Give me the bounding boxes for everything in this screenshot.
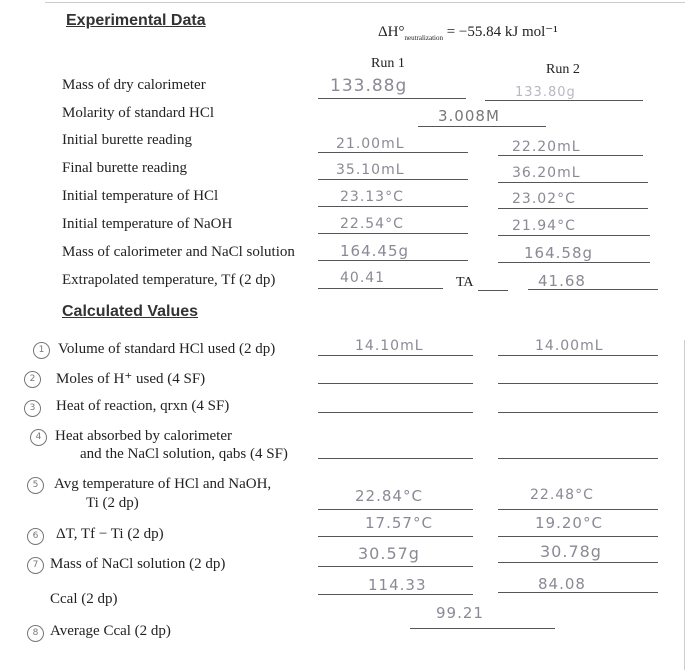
calc-label-avg-temp: Avg temperature of HCl and NaOH, [54, 476, 272, 492]
calc-label-moles-h: Moles of H⁺ used (4 SF) [56, 371, 206, 387]
step-number-1: 1 [33, 342, 50, 359]
run2-final-burette: 36.20mL [512, 165, 581, 181]
run1-ccal: 114.33 [368, 576, 427, 594]
run1-final-burette: 35.10mL [336, 162, 405, 178]
row-label-initial-temp-naoh: Initial temperature of NaOH [62, 216, 233, 232]
step-number-3: 3 [24, 400, 41, 417]
run1-volume-hcl: 14.10mL [355, 338, 424, 354]
row-label-extrapolated-temp: Extrapolated temperature, Tf (2 dp) [62, 272, 276, 288]
column-header-ta: TA [456, 275, 474, 290]
shared-molarity-hcl: 3.008M [438, 107, 500, 125]
calc-label-delta-t: ΔT, Tf − Ti (2 dp) [56, 526, 164, 542]
run2-delta-t: 19.20°C [535, 514, 603, 532]
run2-initial-temp-hcl: 23.02°C [512, 191, 576, 207]
run1-initial-temp-hcl: 23.13°C [340, 189, 404, 205]
row-label-initial-temp-hcl: Initial temperature of HCl [62, 188, 219, 204]
run1-initial-temp-naoh: 22.54°C [340, 216, 404, 232]
calc-label-heat-absorbed: Heat absorbed by calorimeter [55, 428, 233, 444]
run2-initial-temp-naoh: 21.94°C [512, 218, 576, 234]
calc-label-avg-temp-line2: Ti (2 dp) [86, 495, 139, 511]
equation [378, 22, 558, 42]
shared-average-ccal: 99.21 [436, 604, 484, 622]
row-label-mass-dry-calorimeter: Mass of dry calorimeter [62, 77, 206, 93]
calc-label-heat-absorbed-line2: and the NaCl solution, qabs (4 SF) [80, 446, 288, 462]
run1-mass-dry-calorimeter: 133.88g [330, 76, 408, 96]
run1-mass-nacl: 30.57g [358, 544, 420, 563]
column-header-run2: Run 2 [546, 62, 580, 77]
row-label-initial-burette: Initial burette reading [62, 132, 192, 148]
run2-mass-dry-calorimeter: 133.80g [515, 85, 576, 100]
step-number-7: 7 [27, 557, 44, 574]
step-number-8: 8 [27, 625, 44, 642]
step-number-2: 2 [24, 371, 41, 388]
run2-avg-temp: 22.48°C [530, 487, 594, 503]
run1-delta-t: 17.57°C [365, 514, 433, 532]
equation-lhs: ΔH° [378, 24, 405, 40]
calc-label-heat-of-reaction: Heat of reaction, qrxn (4 SF) [56, 398, 230, 414]
run1-avg-temp: 22.84°C [355, 487, 423, 505]
run2-mass-nacl: 30.78g [540, 542, 602, 561]
run1-initial-burette: 21.00mL [336, 136, 405, 152]
run2-volume-hcl: 14.00mL [535, 338, 604, 354]
row-label-molarity-hcl: Molarity of standard HCl [62, 105, 215, 121]
column-header-run1: Run 1 [371, 56, 405, 71]
row-label-mass-calorimeter-nacl: Mass of calorimeter and NaCl solution [62, 244, 295, 260]
calc-label-ccal: Ccal (2 dp) [50, 591, 118, 607]
section-title-experimental: Experimental Data [66, 12, 206, 29]
run2-mass-calorimeter-nacl: 164.58g [524, 244, 594, 262]
equation-subscript: neutralization [404, 34, 443, 42]
step-number-6: 6 [27, 528, 44, 545]
equation-rhs: = −55.84 kJ mol⁻¹ [446, 24, 558, 40]
step-number-4: 4 [30, 429, 47, 446]
run2-extrapolated-temp: 41.68 [538, 272, 586, 290]
calc-label-volume-hcl: Volume of standard HCl used (2 dp) [58, 341, 276, 357]
calc-label-mass-nacl: Mass of NaCl solution (2 dp) [50, 556, 226, 572]
run1-mass-calorimeter-nacl: 164.45g [340, 242, 410, 260]
row-label-final-burette: Final burette reading [62, 160, 187, 176]
calc-label-average-ccal: Average Ccal (2 dp) [50, 623, 171, 639]
run1-extrapolated-temp: 40.41 [340, 270, 386, 286]
run2-initial-burette: 22.20mL [512, 139, 581, 155]
step-number-5: 5 [27, 477, 44, 494]
section-title-calculated: Calculated Values [62, 303, 199, 320]
run2-ccal: 84.08 [538, 575, 586, 593]
